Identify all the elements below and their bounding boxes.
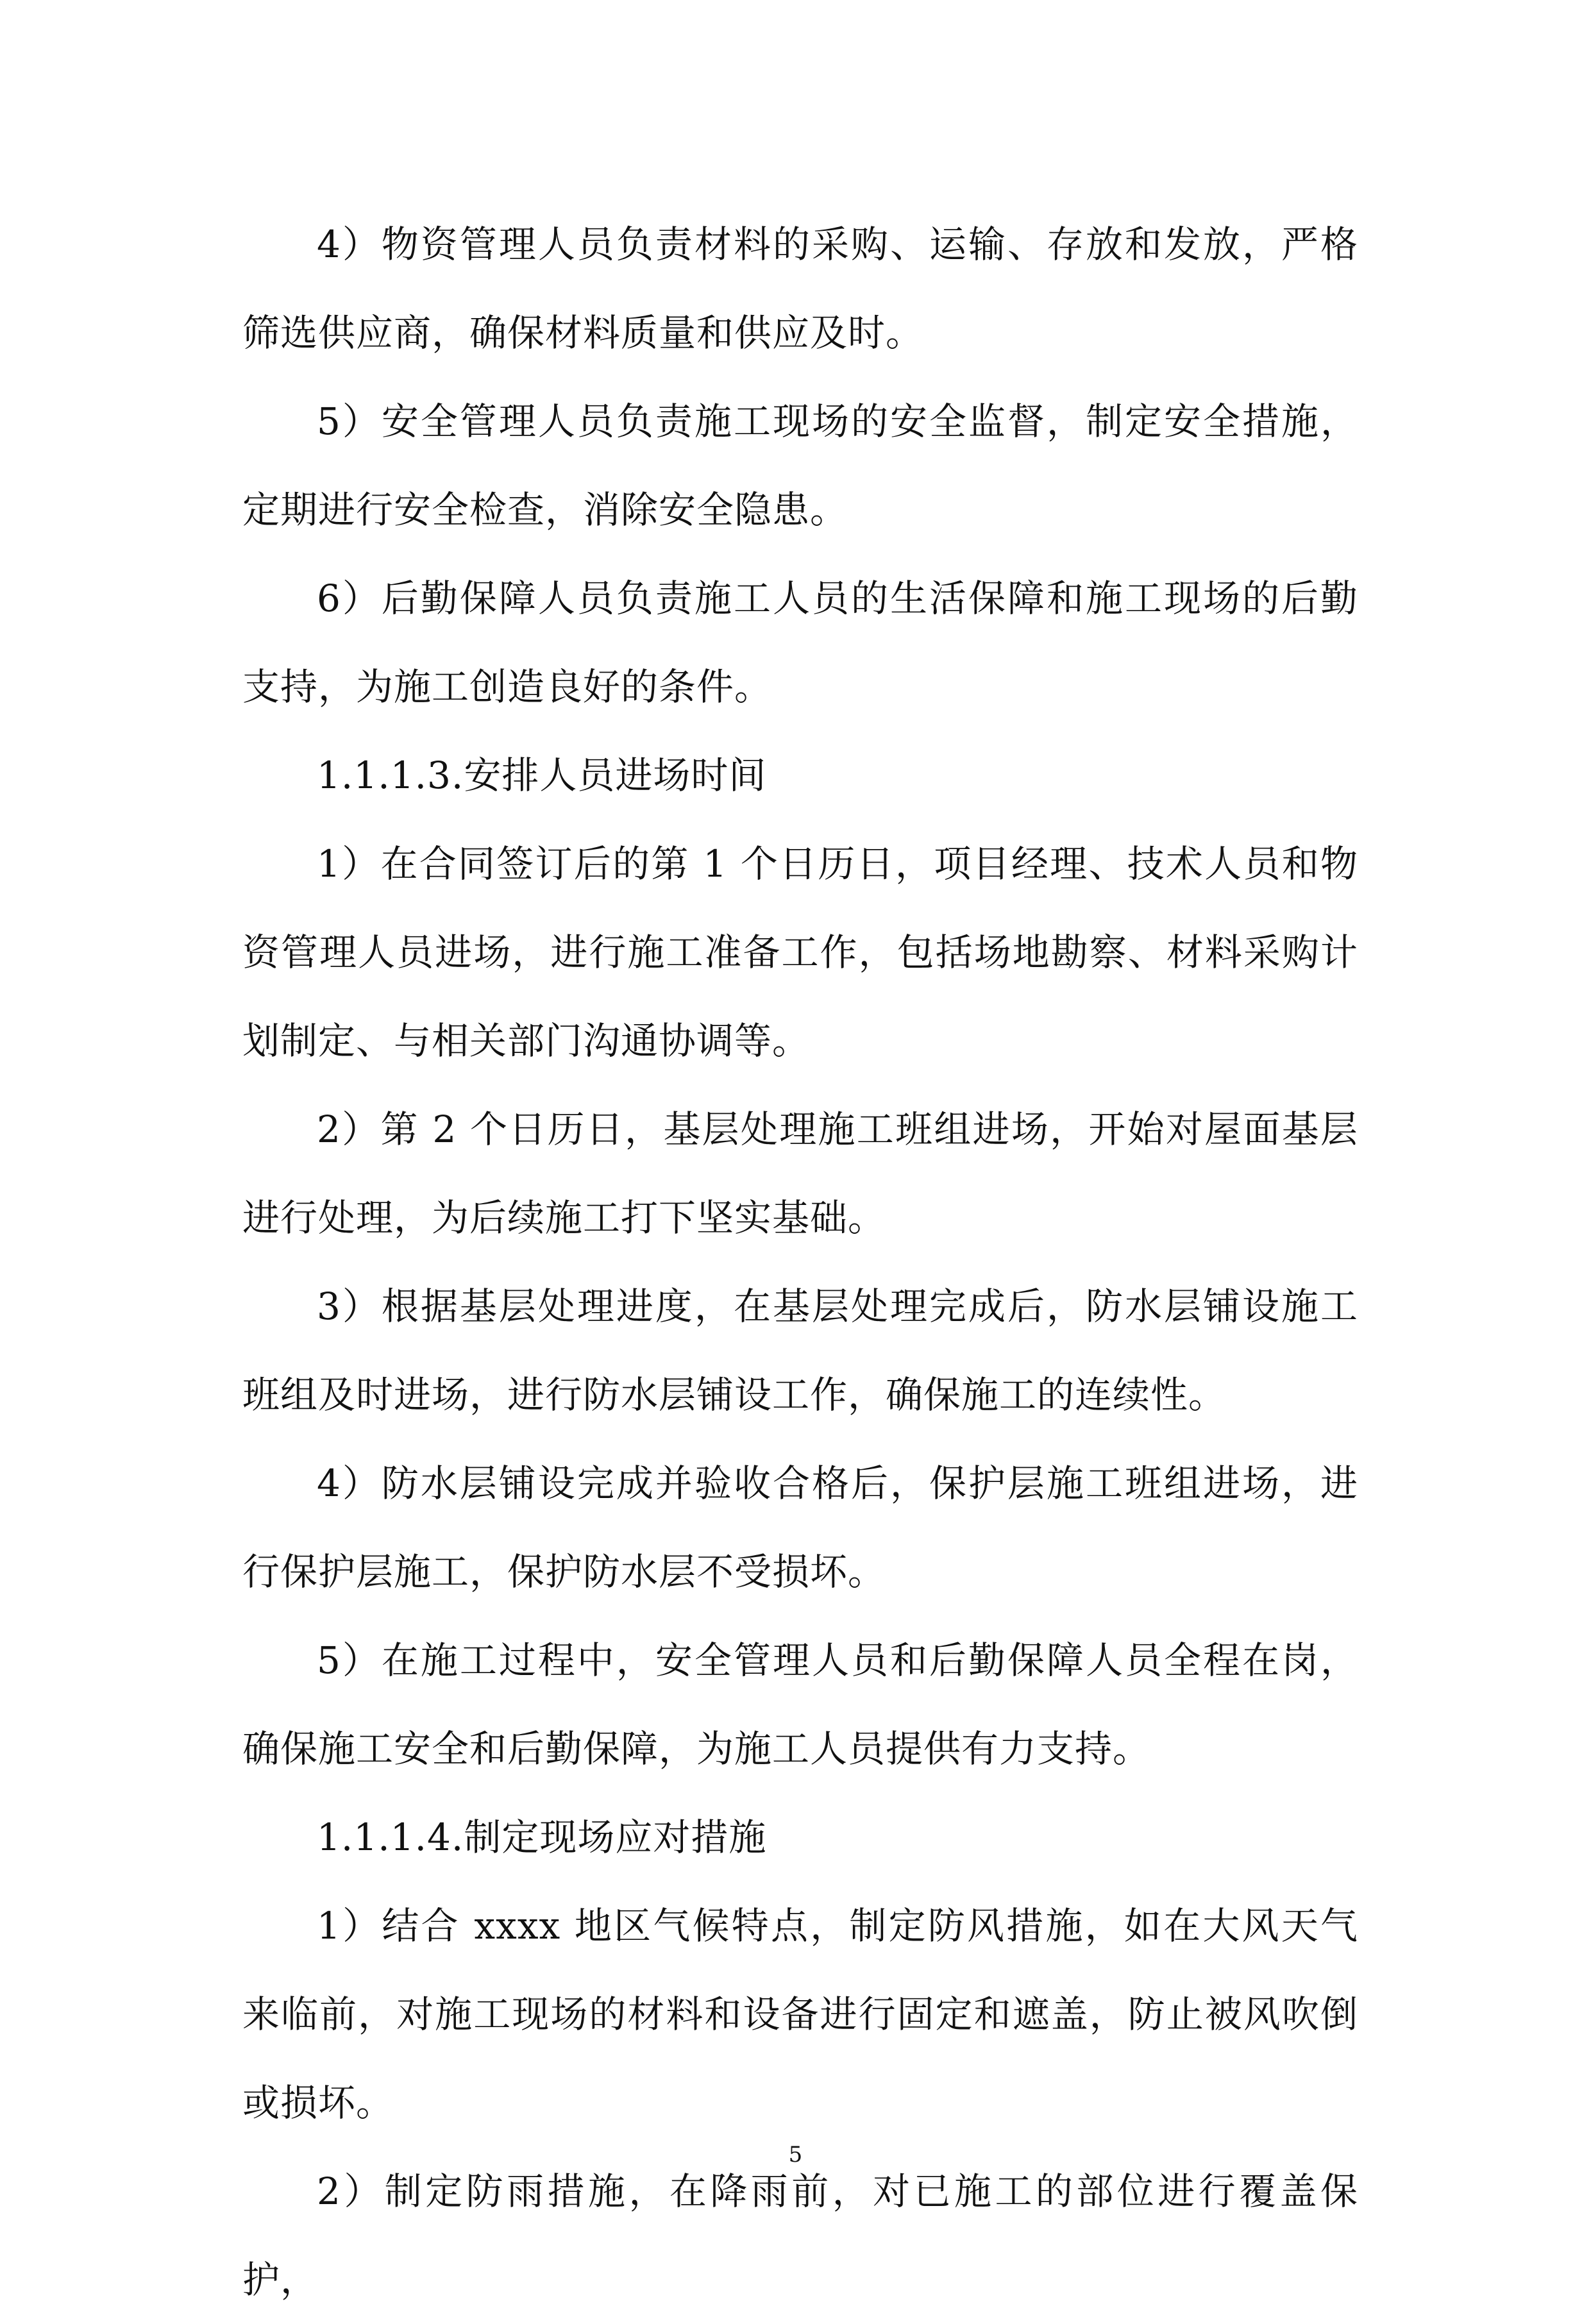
page-number: 5 [788, 2142, 803, 2168]
document-body [242, 200, 1358, 2324]
paragraph-entry-1: 1）在合同签订后的第 1 个日历日，项目经理、技术人员和物资管理人员进场，进行施工准备工作，包括场地勘察、材料采购计划制定、与相关部门沟通协调等。 [242, 842, 1358, 1063]
paragraph-entry-3: 3）根据基层处理进度，在基层处理完成后，防水层铺设施工班组及时进场，进行防水层铺设工作，确保施工的连续性。 [242, 1284, 1358, 1417]
section-heading-1-1-1-3: 1.1.1.3.安排人员进场时间 [317, 754, 767, 797]
paragraph-item-6-logistics: 6）后勤保障人员负责施工人员的生活保障和施工现场的后勤支持，为施工创造良好的条件。 [242, 577, 1358, 709]
paragraph-entry-4: 4）防水层铺设完成并验收合格后，保护层施工班组进场，进行保护层施工，保护防水层不受损坏。 [242, 1461, 1358, 1594]
section-heading-1-1-1-4: 1.1.1.4.制定现场应对措施 [317, 1815, 767, 1859]
paragraph-entry-5: 5）在施工过程中，安全管理人员和后勤保障人员全程在岗，确保施工安全和后勤保障，为施工人员提供有力支持。 [242, 1638, 1358, 1771]
paragraph-rain-measures: 2）制定防雨措施，在降雨前，对已施工的部位进行覆盖保护， [242, 2169, 1358, 2302]
paragraph-item-5-safety: 5）安全管理人员负责施工现场的安全监督，制定安全措施，定期进行安全检查，消除安全隐患。 [242, 400, 1358, 532]
paragraph-item-4-material: 4）物资管理人员负责材料的采购、运输、存放和发放，严格筛选供应商，确保材料质量和供应及时。 [242, 223, 1358, 355]
paragraph-entry-2: 2）第 2 个日历日，基层处理施工班组进场，开始对屋面基层进行处理，为后续施工打下坚实基础。 [242, 1107, 1358, 1240]
paragraph-wind-measures: 1）结合 xxxx 地区气候特点，制定防风措施，如在大风天气来临前，对施工现场的材料和设备进行固定和遮盖，防止被风吹倒或损坏。 [242, 1904, 1358, 2125]
